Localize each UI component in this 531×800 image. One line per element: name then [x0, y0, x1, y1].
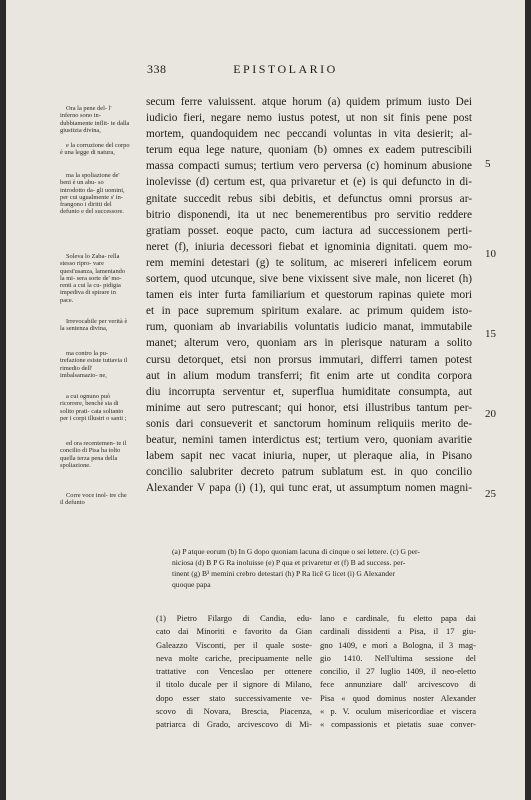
text-line: labem sapit nec vacat iniuria, nuper, ut pleraque alia, in Pisano: [146, 450, 472, 463]
footnote-line: « p. V. oculum misericordiae et viscera: [320, 706, 476, 717]
line-number: 25: [485, 488, 496, 500]
footnote-line: gno 1409, e morì a Bologna, il 3 mag-: [320, 639, 476, 650]
text-line: sonis dari consueverit et sanctorum hominum reliquiis merito de-: [146, 417, 472, 430]
margin-note: e la corruzione del corpo è una legge di natura,: [60, 142, 130, 157]
text-line: concilio salubriter decreto patrum sublatum est. in quo concilio: [146, 466, 472, 479]
margin-note: Irrevocabile per verità è la sentenza divina,: [60, 318, 128, 333]
text-line: diu incorrupta serventur et, superflua humiditate consumpta, aut: [146, 385, 472, 398]
margin-note: Ora la pene del- l' inferno sono in- dubbiamente inflit- te dalla giustizia divina,: [60, 105, 130, 134]
text-line: mortem, quandoquidem nec peccandi voluntas in vita desierit; al-: [146, 128, 472, 141]
footnote-column-left: [156, 612, 312, 732]
text-line: manet; alterum vero, quoniam ars in plerisque naturam a solito: [146, 337, 472, 350]
text-line: tamen eis inter furta familiarium et questorum rapinas quiete mori: [146, 289, 472, 302]
margin-note: ma contro la pu- trefazione esiste tuttavia il rimedio dell' imbalsamazio- ne,: [60, 350, 128, 379]
text-line: gratiam posset. eoque pacto, cum iactura ad successionem perti-: [146, 224, 472, 237]
text-line: rum, quoniam ab invariabilis voluntatis iudicio manat, immutabile: [146, 321, 472, 334]
footnote-line: cato dai Minoriti e favorito da Gian: [156, 626, 312, 637]
footnote-line: lano e cardinale, fu eletto papa dai: [320, 613, 476, 623]
apparatus-line: quoque papa: [172, 580, 211, 589]
text-line: massa compacti sumus; tertium vero perversa (c) hominum abusione: [146, 160, 472, 173]
text-line: rem memini detestari (g) te solitum, ac misereri infelicem eorum: [146, 256, 472, 269]
footnote-line: dopo esser stato successivamente ve-: [156, 692, 312, 703]
line-number: 5: [485, 158, 491, 170]
footnote-line: cardinali dissidenti a Pisa, il 17 giu-: [320, 626, 476, 637]
text-line: bitrio disponendi, ita ut nec benemerentibus pro servitio reddere: [146, 208, 472, 221]
line-number: 15: [485, 328, 496, 340]
footnote-line: scovo di Novara, Brescia, Piacenza,: [156, 706, 312, 717]
text-line: aut in alium modum transferri; fit enim arte ut condita corpora: [146, 369, 472, 382]
footnote-line: neva molte cariche, precipuamente nelle: [156, 652, 312, 663]
footnote-line: Galeazzo Visconti, per il quale soste-: [156, 639, 312, 650]
text-line: iudicio fieri, negare nemo iustus potest, ut non sit finis pene post: [146, 112, 472, 125]
text-line: gnitate succedit rebus sibi debitis, et defunctus omni prorsus ar-: [146, 192, 472, 205]
footnote-line: (1) Pietro Filargo di Candia, edu-: [156, 613, 312, 623]
footnote-line: concilio, il 27 luglio 1409, il neo-eletto: [320, 666, 476, 677]
margin-note: Corre voce inol- tre che il defunto: [60, 492, 127, 507]
footnote-column-right: [320, 612, 476, 732]
text-line: sortem, quod utcunque, sive bene vixissent sive male, non liceret (h): [146, 273, 472, 286]
book-page: [6, 0, 525, 800]
footnote-line: il titolo ducale per il signore di Milano,: [156, 679, 312, 690]
text-line: Alexander V papa (i) (1), qui tunc erat, ut assumptum nomen magni-: [146, 482, 472, 495]
apparatus-line: tinent (g) B³ memini crebro detestari (h) P Ra licē G licet (i) G Alexander: [172, 569, 395, 578]
footnote-line: trattative con Venceslao per ottenere: [156, 666, 312, 677]
main-text: [146, 94, 472, 496]
running-title: EPISTOLARIO: [233, 62, 338, 76]
line-number: 10: [485, 248, 496, 260]
footnote-line: gio 1410. Nell'ultima sessione del: [320, 652, 476, 663]
margin-note: ed ora recentemen- te il concilio di Pisa ha tolto quella terza pena della spoliazione.: [60, 440, 127, 469]
text-line: neret (f), iniuria decessori fiebat et ignominia dignitati. quem mo-: [146, 240, 472, 253]
text-line: secum ferre valuissent. atque horum (a) quidem primum iusto Dei: [146, 96, 472, 108]
text-line: beatur, nemini tamen interdictus est; tertium vero, quoniam avaritie: [146, 433, 472, 446]
text-line: inolevisse (d) certum est, qua privaretur et (e) is qui defuncto in di-: [146, 176, 472, 189]
text-line: minime aut sero putrescant; qui honor, etsi illustribus tantum per-: [146, 401, 472, 414]
footnote-line: fece annunziare dall' arcivescovo di: [320, 679, 476, 690]
footnote-line: patriarca di Grado, arcivescovo di Mi-: [156, 719, 312, 730]
margin-note: Soleva lo Zaba- rella stesso ripro- vare quest'usanza, lamentando la mi- sera sorte de' mo- renti a cui la cu- pidigia impediva di spirare in pace.: [60, 253, 126, 304]
page-number: 338: [147, 62, 167, 76]
footnote-line: « compassionis et pietatis suae conver-: [320, 719, 476, 730]
text-line: et in pace supremum spiritum exalare. ac primum quidem isto-: [146, 305, 472, 318]
footnote-line: Pisa « quod dominus noster Alexander: [320, 692, 476, 703]
line-number: 20: [485, 408, 496, 420]
critical-apparatus: [172, 546, 472, 590]
text-line: cursu detorquet, etsi non prorsus immutari, differri tamen potest: [146, 353, 472, 366]
apparatus-line: niciosa (d) B P G Ra inoluisse (e) P qua et privaretur et (f) B ad success. per-: [172, 558, 406, 567]
margin-note: a cui ognuno può ricorrere, benchè sia di solito prati- cata soltanto per i corpi illustri o santi ;: [60, 393, 127, 422]
text-line: terum equa lege nature, quoniam (b) omnes ex eadem putrescibili: [146, 144, 472, 157]
apparatus-line: (a) P atque eorum (b) In G dopo quoniam lacuna di cinque o sei lettere. (c) G per-: [172, 547, 420, 556]
margin-note: ma la spoliazione de' beni è un abu- so introdotto da- gli uomini, per cui ugualmente s' in- frangono i diritti del defunto e del successore.: [60, 172, 125, 216]
